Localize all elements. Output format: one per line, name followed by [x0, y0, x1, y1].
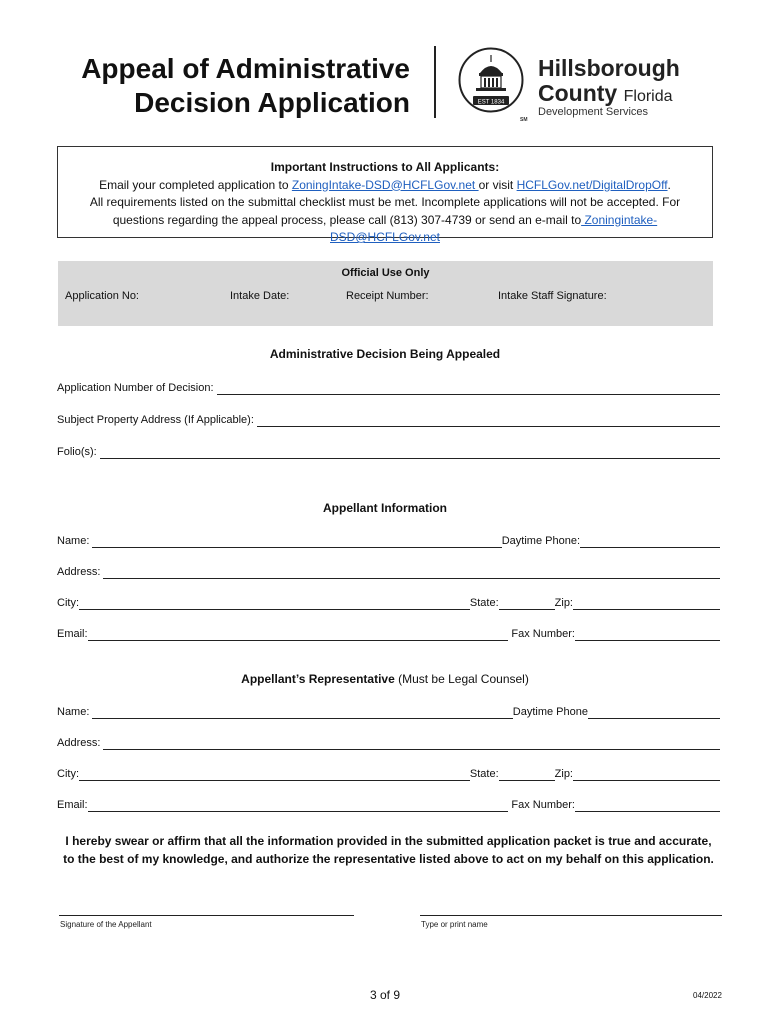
appellant-section-heading: Appellant Information — [323, 501, 447, 515]
representative-name-field[interactable] — [92, 707, 512, 719]
appellant-signature-label: Signature of the Appellant — [60, 920, 152, 929]
appellant-address-row — [57, 563, 720, 579]
instructions-heading: Important Instructions to All Applicants: — [270, 160, 500, 174]
print-name-field[interactable] — [420, 915, 722, 916]
appellant-name-label: Name: — [57, 535, 93, 547]
representative-city-field[interactable] — [79, 769, 470, 781]
representative-section-heading — [0, 672, 770, 686]
instructions-line1-prefix: Email your completed application to — [99, 177, 292, 192]
instructions-line-1 — [58, 177, 712, 195]
subject-property-label: Subject Property Address (If Applicable): — [57, 414, 257, 426]
page-title — [80, 52, 410, 120]
instructions-line-3 — [58, 212, 712, 247]
declaration-line-2: to the best of my knowledge, and authorize the representative listed above to act on my behalf on this application. — [63, 852, 714, 866]
appellant-zip-field[interactable] — [573, 598, 720, 610]
seal-text: EST 1834 — [477, 99, 505, 106]
representative-email-row — [57, 796, 720, 812]
print-name-label: Type or print name — [421, 920, 488, 929]
declaration-line-1: I hereby swear or affirm that all the information provided in the submitted application packet is true and accurate, — [65, 834, 712, 848]
appellant-email-field[interactable] — [88, 629, 509, 641]
folio-label: Folio(s): — [57, 446, 100, 458]
appellant-zip-label: Zip: — [554, 597, 573, 609]
declaration-text — [56, 832, 721, 868]
appellant-signature-field[interactable] — [59, 915, 354, 916]
revision-date: 04/2022 — [693, 991, 722, 1000]
representative-heading-note: (Must be Legal Counsel) — [394, 672, 529, 686]
appellant-email-row — [57, 625, 720, 641]
digital-dropoff-link[interactable]: HCFLGov.net/DigitalDropOff — [516, 177, 668, 192]
instructions-line-2: All requirements listed on the submittal checklist must be met. Incomplete applications will not be accepted. For — [89, 195, 681, 209]
representative-phone-field[interactable] — [588, 707, 720, 719]
intake-date-label: Intake Date: — [230, 290, 290, 302]
zoning-intake-email-link[interactable]: Zoningintake-DSD@HCFLGov.net — [330, 212, 658, 244]
appellant-city-field[interactable] — [79, 598, 470, 610]
folio-row — [57, 443, 720, 459]
instructions-box — [57, 146, 713, 244]
representative-fax-field[interactable] — [575, 800, 720, 812]
representative-email-field[interactable] — [88, 800, 509, 812]
brand-county: County — [538, 80, 618, 106]
official-use-box — [58, 261, 713, 326]
intake-staff-signature-label: Intake Staff Signature: — [498, 290, 607, 302]
representative-state-label: State: — [469, 768, 499, 780]
appellant-phone-field[interactable] — [580, 536, 720, 548]
decision-section-heading: Administrative Decision Being Appealed — [269, 347, 501, 361]
official-use-heading: Official Use Only — [341, 267, 430, 279]
brand-name-line1: Hillsborough — [538, 55, 680, 81]
subject-property-row — [57, 411, 720, 427]
title-line-2: Decision Application — [134, 87, 410, 118]
instructions-line1-mid: or visit — [478, 177, 517, 192]
decision-application-number-field[interactable] — [217, 383, 720, 395]
representative-zip-field[interactable] — [573, 769, 720, 781]
appellant-city-row — [57, 594, 720, 610]
representative-address-label: Address: — [57, 737, 104, 749]
appellant-address-field[interactable] — [103, 567, 720, 579]
appellant-city-label: City: — [57, 597, 79, 609]
representative-email-label: Email: — [57, 799, 88, 811]
representative-address-field[interactable] — [103, 738, 720, 750]
appellant-address-label: Address: — [57, 566, 104, 578]
header-divider — [434, 46, 436, 118]
appellant-fax-label: Fax Number: — [508, 628, 575, 640]
instructions-line1-suffix: . — [667, 177, 671, 192]
representative-zip-label: Zip: — [554, 768, 573, 780]
subject-property-field[interactable] — [257, 415, 720, 427]
brand-florida: Florida — [623, 88, 673, 105]
representative-name-label: Name: — [57, 706, 93, 718]
representative-city-row — [57, 765, 720, 781]
representative-address-row — [57, 734, 720, 750]
county-seal-icon — [458, 47, 524, 113]
appellant-fax-field[interactable] — [575, 629, 720, 641]
page-number: 3 of 9 — [369, 988, 401, 1002]
appellant-phone-label: Daytime Phone: — [501, 535, 580, 547]
decision-application-number-row — [57, 379, 720, 395]
application-no-label: Application No: — [65, 290, 139, 302]
representative-name-row — [57, 703, 720, 719]
representative-fax-label: Fax Number: — [508, 799, 575, 811]
representative-city-label: City: — [57, 768, 79, 780]
folio-field[interactable] — [100, 447, 720, 459]
appellant-state-field[interactable] — [499, 598, 555, 610]
representative-phone-label: Daytime Phone — [512, 706, 588, 718]
appellant-name-row — [57, 532, 720, 548]
appellant-name-field[interactable] — [92, 536, 501, 548]
receipt-number-label: Receipt Number: — [346, 290, 429, 302]
title-line-1: Appeal of Administrative — [81, 53, 410, 84]
service-mark: SM — [520, 117, 528, 123]
brand-department: Development Services — [538, 106, 649, 118]
appellant-email-label: Email: — [57, 628, 88, 640]
decision-application-number-label: Application Number of Decision: — [57, 382, 217, 394]
brand-name-line2 — [538, 81, 673, 109]
instructions-line3-prefix: questions regarding the appeal process, please call (813) 307-4739 or send an e-mail to — [112, 212, 582, 227]
representative-heading: Appellant’s Representative — [241, 672, 395, 686]
representative-state-field[interactable] — [499, 769, 555, 781]
appellant-state-label: State: — [469, 597, 499, 609]
zoning-email-link[interactable]: ZoningIntake-DSD@HCFLGov.net — [291, 177, 479, 192]
